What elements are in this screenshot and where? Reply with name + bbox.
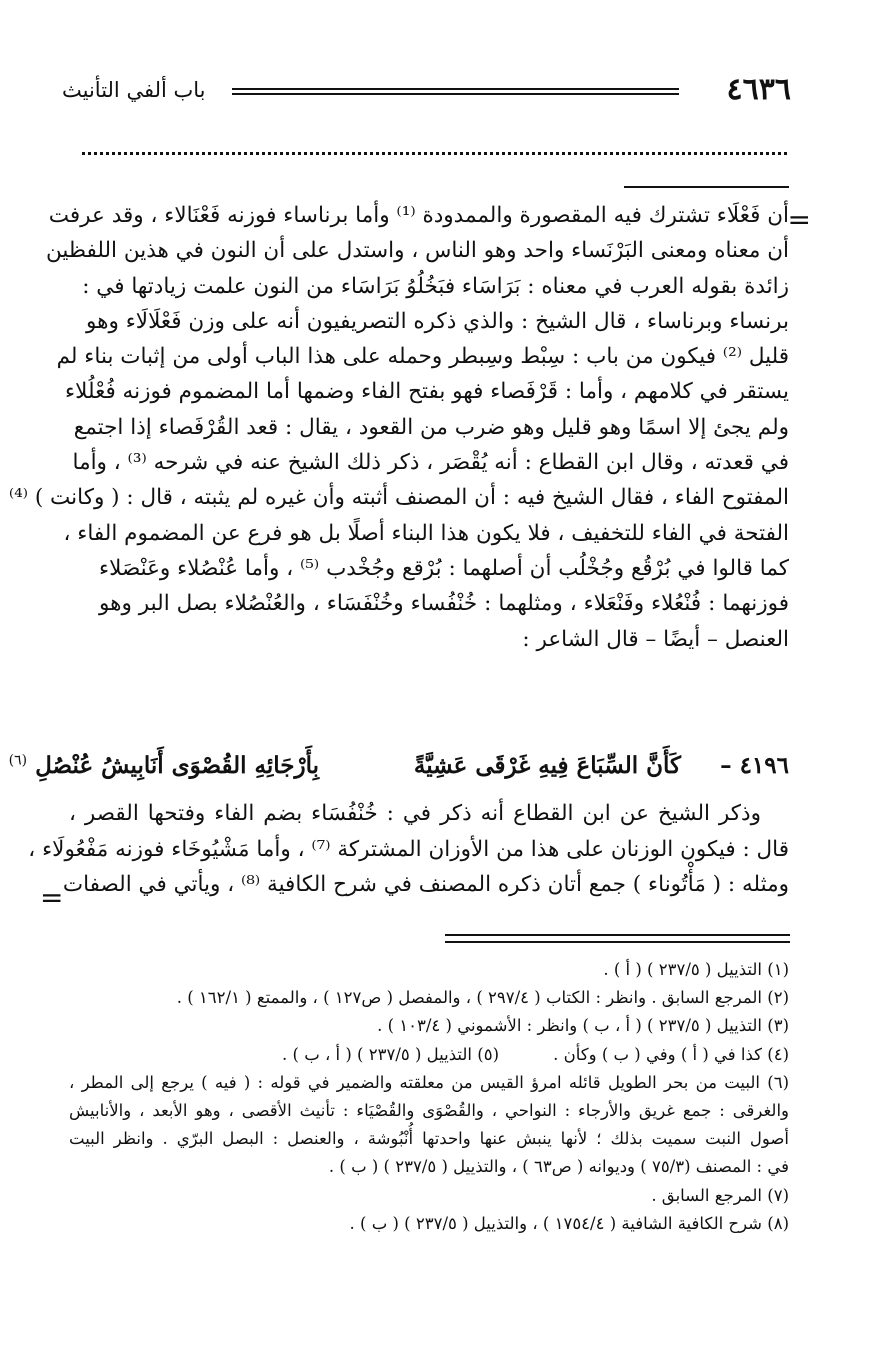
text-line: برنساء وبرناساء ، قال الشيخ : والذي ذكره التصريفيون أنه على وزن فَعْلَالَاء وهو — [86, 308, 789, 334]
header-rule — [232, 88, 679, 90]
footnote-6-line: والغرقى : جمع غريق والأرجاء : النواحي ، والقُصْوَى والقُصْيَاء : تأنيث الأقصى ، وهو الأبعد ، والأنابيش — [69, 1101, 789, 1121]
text-line: كما قالوا في بُرْقُع وجُخْلُب أن أصلهما : بُرْقع وجُخْدب ⁽⁵⁾ ، وأما عُنْصُلاء وعَنْصَلاء — [99, 555, 789, 581]
footnote-separator — [445, 934, 790, 936]
verse-first-hemistich: كَأَنَّ السِّبَاعَ فِيهِ غَرْقَى عَشِيَّةً — [413, 752, 681, 779]
text-line: العنصل – أيضًا – قال الشاعر : — [522, 626, 789, 652]
page-number: ٤٦٣٦ — [726, 72, 791, 107]
continuation-rule — [624, 186, 789, 188]
header-rule — [232, 93, 679, 95]
main-text — [8, 198, 789, 657]
footnote-2: (٢) المرجع السابق . وانظر : الكتاب ( ٢٩٧/٤ ) ، والمفصل ( ص١٢٧ ) ، والممتع ( ١٦٢/١ ) . — [176, 988, 789, 1008]
footnotes — [69, 956, 789, 1238]
footnote-3: (٣) التذييل ( ٢٣٧/٥ ) ( أ ، ب ) وانظر : الأشموني ( ١٠٣/٤ ) . — [377, 1016, 789, 1036]
text-line: قال : فيكون الوزنان على هذا من الأوزان المشتركة ⁽⁷⁾ ، وأما مَشْيُوخَاء فوزنه مَفْعُولَاء ، — [28, 836, 789, 862]
text-line: أن فَعْلَاء تشترك فيه المقصورة والممدودة ⁽¹⁾ وأما برناساء فوزنه فَعْنَالاء ، وقد عرفت — [48, 203, 789, 228]
dotted-divider — [82, 152, 787, 155]
text-line: وذكر الشيخ عن ابن القطاع أنه ذكر في : خُنْفُسَاء بضم الفاء وفتحها القصر ، — [69, 801, 761, 826]
text-line: ولم يجئ إلا اسمًا وهو قليل وهو ضرب من القعود ، يقال : قعد القُرْفَصاء إذا اجتمع — [73, 414, 789, 440]
footnote-ref: (٦) — [8, 752, 28, 769]
text-line: ومثله : ( مَأْتُوناء ) جمع أتان ذكره المصنف في شرح الكافية ⁽⁸⁾ ، ويأتي في الصفات — [62, 872, 789, 897]
text-line: زائدة بقوله العرب في معناه : بَرَاسَاء فبَخُلُوُ بَرَاسَاء من النون علمت زيادتها في : — [82, 273, 789, 299]
text-line: المفتوح الفاء ، فقال الشيخ فيه : أن المصنف أثبته وأن غيره لم يثبته ، قال : ( وكانت ) ⁽⁴⁾ — [8, 485, 789, 511]
running-header — [62, 72, 791, 112]
footnote-separator — [445, 941, 790, 943]
text-line: يستقر في كلامهم ، وأما : قَرْفَصاء فهو بفتح الفاء وضمها أما المضموم فوزنه فُعْلُلاء — [65, 379, 789, 405]
text-line: فوزنهما : فُنْعُلاء وفَنْعَلاء ، ومثلهما : خُنْفُساء وخُنْفَسَاء ، والعُنْصُلاء بصل البر وهو — [99, 591, 789, 617]
footnote-5: (٥) التذييل ( ٢٣٧/٥ ) ( أ ، ب ) . — [282, 1044, 499, 1064]
continuation-mark: = — [40, 881, 64, 914]
footnote-4: (٤) كذا في ( أ ) وفي ( ب ) وكأن . — [553, 1044, 789, 1064]
text-line: في قعدته ، وقال ابن القطاع : أنه يُقْصَر ، ذكر ذلك الشيخ عنه في شرحه ⁽³⁾ ، وأما — [72, 450, 789, 476]
text-line: قليل ⁽²⁾ فيكون من باب : سِبْط وسِبطر وحمله على هذا الباب أولى من إثبات بناء لم — [56, 344, 789, 370]
footnote-6-line: (٦) البيت من بحر الطويل قائله امرؤ القيس من معلقته والضمير في قوله : ( فيه ) يرجع إلى المطر ، — [69, 1072, 789, 1092]
poetry-verse — [8, 752, 789, 792]
verse-number: ٤١٩٦ – — [720, 752, 789, 779]
footnote-6-line: في : المصنف (٧٥/٣ ) وديوانه ( ص٦٣ ) ، والتذييل ( ٢٣٧/٥ ) ( ب ) . — [328, 1157, 789, 1177]
chapter-title: باب ألفي التأنيث — [62, 78, 206, 102]
continuation-mark: = — [787, 203, 811, 236]
verse-second-hemistich — [9, 752, 319, 779]
main-text-continued — [28, 796, 789, 903]
footnote-8: (٨) شرح الكافية الشافية ( ١٧٥٤/٤ ) ، والتذييل ( ٢٣٧/٥ ) ( ب ) . — [349, 1213, 789, 1233]
text-line: أن معناه ومعنى البَرْنَساء واحد وهو الناس ، واستدل على أن النون في هذين اللفظين — [46, 238, 789, 264]
footnote-pair — [69, 1041, 789, 1069]
footnote-1: (١) التذييل ( ٢٣٧/٥ ) ( أ ) . — [603, 960, 789, 979]
footnote-6-line: أصول النبت سميت بذلك ؛ لأنها ينبش عنها واحدتها أُنْبُوشة ، والعنصل : البصل البرّي . وانظر البيت — [69, 1129, 789, 1149]
text-line: الفتحة في الفاء للتخفيف ، فلا يكون هذا البناء أصلًا بل هو فرع عن المضموم الفاء ، — [63, 520, 789, 546]
verse-second-hemistich-text: بِأَرْجَائِهِ القُصْوَى أَنَابِيشُ عُنْصُلِ — [35, 752, 319, 779]
footnote-7: (٧) المرجع السابق . — [651, 1185, 789, 1205]
